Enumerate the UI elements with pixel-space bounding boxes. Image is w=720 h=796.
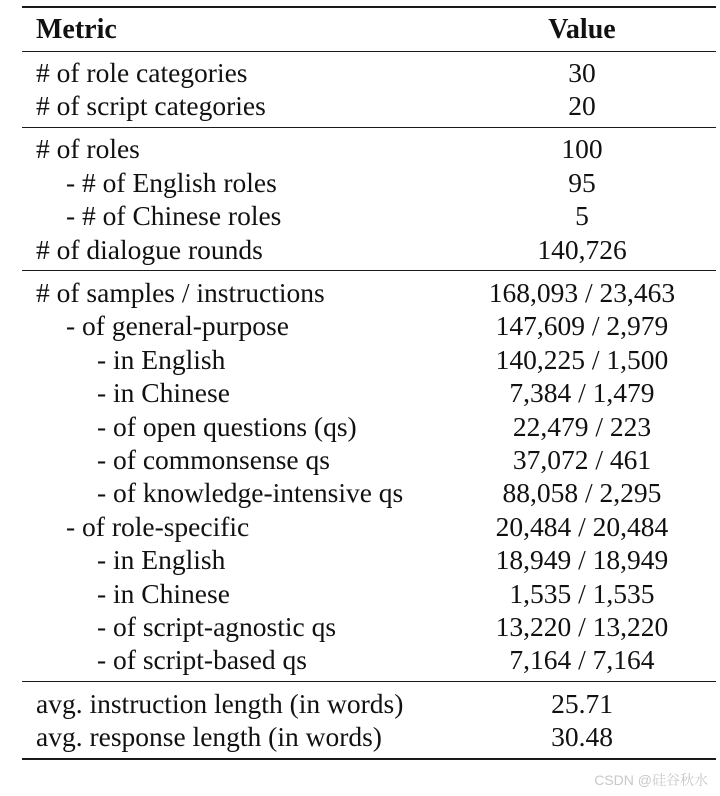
statistics-table [22, 6, 716, 760]
value-cell: 5 [575, 200, 589, 232]
metric-cell: # of dialogue rounds [36, 233, 263, 265]
value-cell: 7,384 / 1,479 [509, 377, 655, 409]
metric-cell: - in Chinese [97, 377, 230, 409]
table-row [22, 166, 716, 199]
table-row [22, 687, 716, 720]
value-cell: 22,479 / 223 [512, 410, 652, 442]
value-cell: 88,058 / 2,295 [502, 477, 662, 509]
row-group [22, 271, 716, 681]
metric-cell: - of open questions (qs) [97, 410, 357, 442]
value-cell: 30 [568, 56, 596, 88]
metric-cell: - of commonsense qs [97, 443, 330, 475]
table-row [22, 343, 716, 376]
metric-cell: - # of English roles [66, 166, 277, 198]
value-cell: 30.48 [551, 721, 613, 753]
table-row [22, 276, 716, 309]
table-row [22, 543, 716, 576]
table-row [22, 233, 716, 266]
watermark: CSDN @硅谷秋水 [594, 772, 708, 788]
table-row [22, 644, 716, 677]
metric-cell: - in English [97, 343, 226, 375]
value-cell: 140,225 / 1,500 [495, 343, 669, 375]
value-cell: 147,609 / 2,979 [495, 310, 669, 342]
metric-cell: - # of Chinese roles [66, 200, 282, 232]
table-row [22, 133, 716, 166]
value-cell: 95 [568, 166, 596, 198]
value-cell: 140,726 [537, 233, 627, 265]
value-cell: 18,949 / 18,949 [495, 544, 669, 576]
metric-cell: - in English [97, 544, 226, 576]
value-cell: 25.71 [551, 687, 613, 719]
row-group [22, 52, 716, 127]
header-metric: Metric [36, 13, 117, 45]
value-cell: 100 [561, 133, 603, 165]
metric-cell: # of samples / instructions [36, 277, 325, 309]
metric-cell: - of general-purpose [66, 310, 289, 342]
header-value: Value [548, 13, 616, 45]
table-row [22, 89, 716, 122]
value-cell: 37,072 / 461 [512, 443, 652, 475]
value-cell: 1,535 / 1,535 [509, 577, 655, 609]
table-row [22, 577, 716, 610]
metric-cell: - in Chinese [97, 577, 230, 609]
metric-cell: - of knowledge-intensive qs [97, 477, 404, 509]
table-body [22, 52, 716, 760]
table-row [22, 200, 716, 233]
value-cell: 20,484 / 20,484 [495, 510, 669, 542]
table-header [22, 8, 716, 51]
table-row [22, 410, 716, 443]
table-row [22, 510, 716, 543]
row-group [22, 128, 716, 271]
metric-cell: # of role categories [36, 56, 248, 88]
table-row [22, 610, 716, 643]
table-row [22, 310, 716, 343]
metric-cell: # of roles [36, 133, 140, 165]
table-row [22, 477, 716, 510]
bottom-rule [22, 758, 716, 760]
metric-cell: # of script categories [36, 90, 266, 122]
table-row [22, 443, 716, 476]
metric-cell: - of script-agnostic qs [97, 610, 337, 642]
value-cell: 20 [568, 90, 596, 122]
table-row [22, 720, 716, 753]
metric-cell: avg. response length (in words) [36, 721, 382, 753]
value-cell: 13,220 / 13,220 [495, 610, 669, 642]
row-group [22, 682, 716, 758]
value-cell: 7,164 / 7,164 [509, 644, 655, 676]
value-cell: 168,093 / 23,463 [488, 277, 676, 309]
table-row [22, 377, 716, 410]
metric-cell: avg. instruction length (in words) [36, 687, 404, 719]
metric-cell: - of role-specific [66, 510, 250, 542]
table-row [22, 56, 716, 89]
metric-cell: - of script-based qs [97, 644, 308, 676]
